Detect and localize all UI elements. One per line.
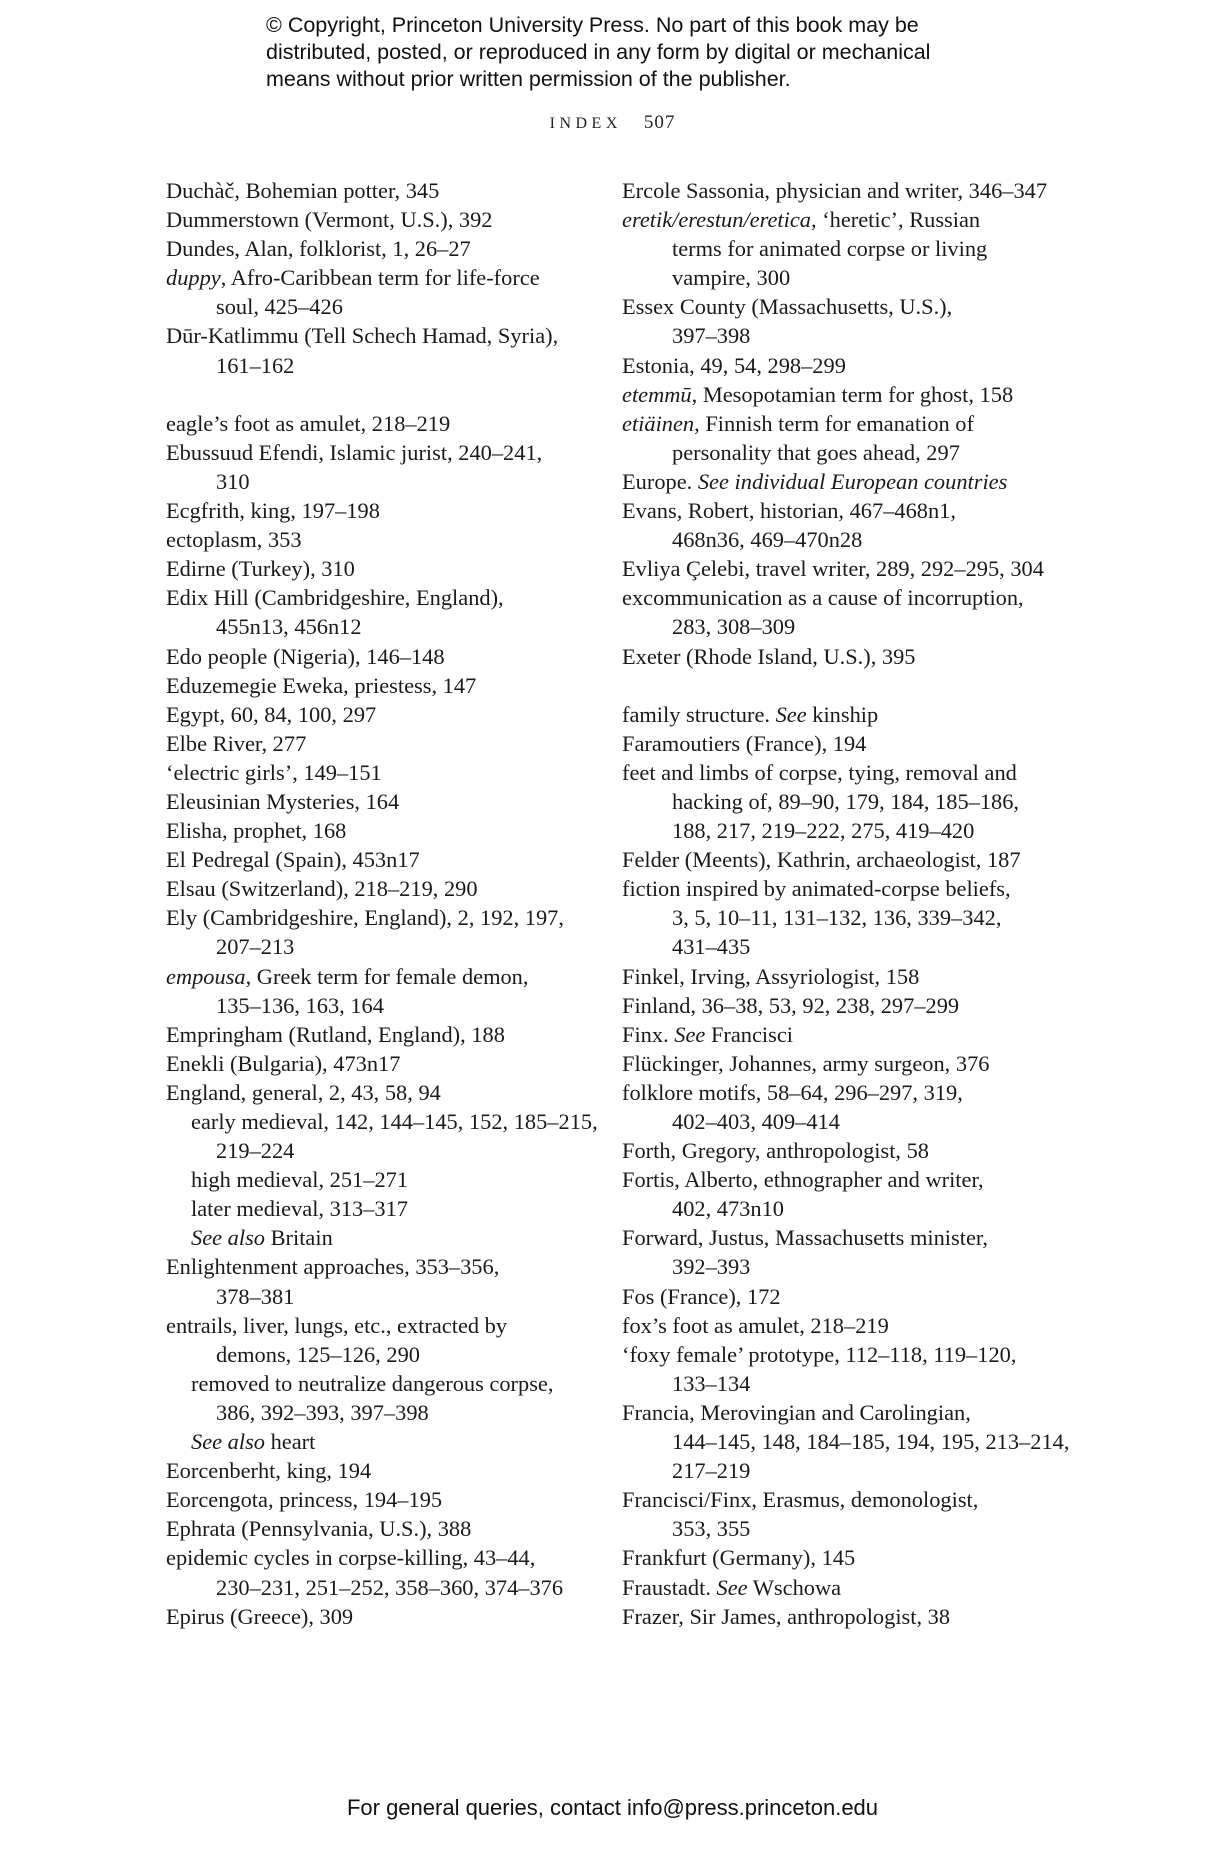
index-subentry bbox=[166, 1427, 611, 1456]
index-entry-text: 188, 217, 219–222, 275, 419–420 bbox=[672, 818, 975, 844]
index-entry-text: Francisci bbox=[705, 1021, 794, 1047]
index-entry bbox=[622, 729, 1072, 758]
index-entry bbox=[166, 874, 611, 903]
index-entry-text: Eorcengota, princess, 194–195 bbox=[166, 1487, 443, 1513]
index-entry-italic: See also bbox=[191, 1429, 265, 1455]
index-entry bbox=[166, 903, 611, 961]
index-entry-text: terms for animated corpse or living bbox=[672, 236, 988, 262]
index-entry-text: fox’s foot as amulet, 218–219 bbox=[622, 1312, 889, 1338]
index-entry bbox=[166, 1456, 611, 1485]
index-entry-text: folklore motifs, 58–64, 296–297, 319, bbox=[622, 1079, 963, 1105]
index-entry-text: Elsau (Switzerland), 218–219, 290 bbox=[166, 876, 478, 902]
index-entry-text: Exeter (Rhode Island, U.S.), 395 bbox=[622, 643, 916, 669]
index-entry-text: Ebussuud Efendi, Islamic jurist, 240–241, bbox=[166, 439, 543, 465]
index-entry bbox=[622, 1311, 1072, 1340]
index-entry-text: fiction inspired by animated-corpse beliefs, bbox=[622, 876, 1011, 902]
index-entry-text: 283, 308–309 bbox=[672, 614, 796, 640]
copyright-line: distributed, posted, or reproduced in any form by digital or mechanical bbox=[266, 40, 931, 64]
letter-group-gap bbox=[622, 671, 1072, 700]
index-entry-text: Dūr-Katlimmu (Tell Schech Hamad, Syria), bbox=[166, 323, 559, 349]
index-entry bbox=[166, 205, 611, 234]
index-entry-text: ‘electric girls’, 149–151 bbox=[166, 759, 382, 785]
index-entry-text: 135–136, 163, 164 bbox=[216, 992, 384, 1018]
index-entry-text: 133–134 bbox=[672, 1370, 751, 1396]
index-entry-text: soul, 425–426 bbox=[216, 294, 343, 320]
index-entry-italic: etemmū bbox=[622, 381, 692, 407]
index-entry-text: Finx. bbox=[622, 1021, 675, 1047]
index-entry bbox=[622, 1049, 1072, 1078]
index-entry-text: Enlightenment approaches, 353–356, bbox=[166, 1254, 500, 1280]
index-entry-text: Essex County (Massachusetts, U.S.), bbox=[622, 294, 953, 320]
index-entry-text: El Pedregal (Spain), 453n17 bbox=[166, 847, 420, 873]
index-entry-text: 386, 392–393, 397–398 bbox=[216, 1399, 429, 1425]
index-entry-italic: eretik/erestun/eretica bbox=[622, 207, 811, 233]
copyright-line: means without prior written permission of the publisher. bbox=[266, 67, 791, 91]
index-entry-text: 397–398 bbox=[672, 323, 751, 349]
index-entry-text: Empringham (Rutland, England), 188 bbox=[166, 1021, 505, 1047]
index-entry-text: kinship bbox=[806, 701, 879, 727]
index-entry bbox=[622, 1136, 1072, 1165]
index-entry bbox=[622, 1340, 1072, 1398]
index-entry-italic: etiäinen bbox=[622, 410, 695, 436]
running-head bbox=[0, 112, 1225, 134]
index-entry-text: Finland, 36–38, 53, 92, 238, 297–299 bbox=[622, 992, 960, 1018]
index-entry bbox=[622, 991, 1072, 1020]
index-entry bbox=[166, 321, 611, 379]
index-entry-text: Finkel, Irving, Assyriologist, 158 bbox=[622, 963, 920, 989]
index-entry-text: Eorcenberht, king, 194 bbox=[166, 1458, 372, 1484]
index-entry-text: heart bbox=[265, 1429, 316, 1455]
index-entry-text: excommunication as a cause of incorruption, bbox=[622, 585, 1024, 611]
index-entry-text: 219–224 bbox=[216, 1138, 295, 1164]
index-entry-text: 468n36, 469–470n28 bbox=[672, 527, 863, 553]
index-entry-italic: empousa bbox=[166, 963, 246, 989]
index-entry-text: Fraustadt. bbox=[622, 1574, 717, 1600]
index-entry-text: Ephrata (Pennsylvania, U.S.), 388 bbox=[166, 1516, 472, 1542]
index-entry bbox=[166, 1485, 611, 1514]
index-entry-text: , Finnish term for emanation of bbox=[694, 410, 974, 436]
index-entry-text: Forth, Gregory, anthropologist, 58 bbox=[622, 1138, 930, 1164]
index-entry bbox=[166, 642, 611, 671]
index-entry-text: Duchàč, Bohemian potter, 345 bbox=[166, 178, 440, 203]
index-entry-text: personality that goes ahead, 297 bbox=[672, 439, 960, 465]
index-entry bbox=[166, 1514, 611, 1543]
index-entry bbox=[622, 758, 1072, 845]
index-entry-text: epidemic cycles in corpse-killing, 43–44, bbox=[166, 1545, 536, 1571]
index-entry-italic: See bbox=[775, 701, 807, 727]
index-entry bbox=[622, 1602, 1072, 1631]
running-head-title: INDEX bbox=[549, 115, 622, 132]
index-entry bbox=[622, 1282, 1072, 1311]
index-entry bbox=[166, 1049, 611, 1078]
index-entry-text: , Mesopotamian term for ghost, 158 bbox=[691, 381, 1014, 407]
index-entry bbox=[166, 438, 611, 496]
index-entry bbox=[166, 816, 611, 845]
index-subentry bbox=[166, 1369, 611, 1427]
index-entry bbox=[166, 671, 611, 700]
index-entry-text: early medieval, 142, 144–145, 152, 185–215, bbox=[191, 1109, 598, 1134]
index-entry-text: vampire, 300 bbox=[672, 265, 791, 291]
index-entry-text: ‘foxy female’ prototype, 112–118, 119–120, bbox=[622, 1341, 1017, 1367]
index-entry-text: Edirne (Turkey), 310 bbox=[166, 556, 355, 582]
index-entry bbox=[166, 1311, 611, 1369]
index-entry bbox=[622, 1078, 1072, 1136]
index-entry-text: Forward, Justus, Massachusetts minister, bbox=[622, 1225, 989, 1251]
index-entry-text: 392–393 bbox=[672, 1254, 751, 1280]
index-column-right bbox=[622, 176, 1072, 1631]
index-entry bbox=[166, 234, 611, 263]
index-entry-text: hacking of, 89–90, 179, 184, 185–186, bbox=[672, 788, 1020, 814]
index-entry-italic: See bbox=[716, 1574, 748, 1600]
index-entry-text: Dummerstown (Vermont, U.S.), 392 bbox=[166, 207, 493, 233]
index-entry-text: Ecgfrith, king, 197–198 bbox=[166, 498, 380, 524]
page-number: 507 bbox=[643, 112, 676, 133]
index-entry-text: 217–219 bbox=[672, 1458, 751, 1484]
index-entry bbox=[622, 962, 1072, 991]
index-subentry bbox=[166, 1165, 611, 1194]
index-entry-text: Elisha, prophet, 168 bbox=[166, 818, 347, 844]
index-entry bbox=[622, 467, 1072, 496]
index-entry-text: Frankfurt (Germany), 145 bbox=[622, 1545, 856, 1571]
index-entry bbox=[166, 962, 611, 1020]
index-entry-text: later medieval, 313–317 bbox=[191, 1196, 408, 1222]
index-entry bbox=[622, 1020, 1072, 1049]
index-entry bbox=[622, 1485, 1072, 1543]
index-entry bbox=[166, 263, 611, 321]
index-entry bbox=[622, 380, 1072, 409]
index-entry-italic: See bbox=[674, 1021, 706, 1047]
index-entry-text: Wschowa bbox=[747, 1574, 842, 1600]
index-entry bbox=[166, 1020, 611, 1049]
index-entry bbox=[622, 700, 1072, 729]
index-entry bbox=[622, 409, 1072, 467]
index-entry bbox=[166, 525, 611, 554]
index-entry-text: eagle’s foot as amulet, 218–219 bbox=[166, 410, 451, 436]
index-entry-text: high medieval, 251–271 bbox=[191, 1167, 409, 1193]
index-column-left bbox=[166, 176, 611, 1631]
index-entry bbox=[622, 583, 1072, 641]
index-entry bbox=[166, 176, 611, 205]
index-entry bbox=[622, 845, 1072, 874]
index-entry-text: 402–403, 409–414 bbox=[672, 1109, 840, 1134]
index-entry-text: Eduzemegie Eweka, priestess, 147 bbox=[166, 672, 477, 698]
index-entry bbox=[622, 1398, 1072, 1485]
index-entry-text: Felder (Meents), Kathrin, archaeologist, 187 bbox=[622, 847, 1021, 873]
index-entry bbox=[166, 1252, 611, 1310]
index-entry-text: 144–145, 148, 184–185, 194, 195, 213–214, bbox=[672, 1429, 1070, 1455]
index-entry-text: 207–213 bbox=[216, 934, 295, 960]
index-entry-italic: duppy bbox=[166, 265, 221, 291]
copyright-notice bbox=[266, 12, 1026, 93]
index-entry-text: 3, 5, 10–11, 131–132, 136, 339–342, bbox=[672, 905, 1002, 931]
index-entry bbox=[622, 496, 1072, 554]
index-entry-text: 455n13, 456n12 bbox=[216, 614, 362, 640]
footer-contact: For general queries, contact info@press.princeton.edu bbox=[346, 1795, 879, 1820]
index-entry bbox=[166, 409, 611, 438]
index-entry-text: Britain bbox=[265, 1225, 333, 1251]
index-entry bbox=[166, 1543, 611, 1601]
index-entry bbox=[166, 554, 611, 583]
index-entry bbox=[166, 758, 611, 787]
index-entry bbox=[622, 1165, 1072, 1223]
index-entry-text: 310 bbox=[216, 468, 250, 494]
index-entry-text: Frazer, Sir James, anthropologist, 38 bbox=[622, 1603, 951, 1629]
index-subentry bbox=[166, 1107, 611, 1165]
index-entry-text: Eleusinian Mysteries, 164 bbox=[166, 788, 400, 814]
index-entry bbox=[166, 1078, 611, 1107]
index-entry-text: Enekli (Bulgaria), 473n17 bbox=[166, 1050, 401, 1076]
index-subentry bbox=[166, 1223, 611, 1252]
index-entry-text: entrails, liver, lungs, etc., extracted by bbox=[166, 1312, 508, 1338]
index-entry-text: ectoplasm, 353 bbox=[166, 527, 302, 553]
index-entry bbox=[166, 1602, 611, 1631]
index-entry-text: demons, 125–126, 290 bbox=[216, 1341, 420, 1367]
index-entry-text: Edix Hill (Cambridgeshire, England), bbox=[166, 585, 504, 611]
index-entry bbox=[166, 729, 611, 758]
copyright-line: © Copyright, Princeton University Press. No part of this book may be bbox=[266, 13, 919, 37]
index-entry bbox=[622, 292, 1072, 350]
index-entry-italic: See individual European countries bbox=[697, 468, 1008, 494]
index-entry bbox=[166, 787, 611, 816]
index-entry-text: 161–162 bbox=[216, 352, 295, 378]
index-entry-text: feet and limbs of corpse, tying, removal and bbox=[622, 759, 1017, 785]
index-entry-italic: See also bbox=[191, 1225, 265, 1251]
index-entry-text: 402, 473n10 bbox=[672, 1196, 784, 1222]
index-entry-text: , Greek term for female demon, bbox=[245, 963, 529, 989]
index-entry bbox=[166, 496, 611, 525]
index-entry-text: 378–381 bbox=[216, 1283, 295, 1309]
index-entry bbox=[622, 205, 1072, 292]
index-entry-text: Ercole Sassonia, physician and writer, 346–347 bbox=[622, 178, 1048, 203]
index-entry-text: , ‘heretic’, Russian bbox=[811, 207, 981, 233]
index-entry bbox=[622, 642, 1072, 671]
letter-group-gap bbox=[166, 380, 611, 409]
index-entry-text: Francisci/Finx, Erasmus, demonologist, bbox=[622, 1487, 979, 1513]
index-entry bbox=[166, 700, 611, 729]
index-entry bbox=[166, 583, 611, 641]
index-subentry bbox=[166, 1194, 611, 1223]
index-entry-text: family structure. bbox=[622, 701, 776, 727]
index-entry-text: 431–435 bbox=[672, 934, 751, 960]
index-entry-text: England, general, 2, 43, 58, 94 bbox=[166, 1079, 441, 1105]
index-entry bbox=[166, 845, 611, 874]
index-entry-text: Evans, Robert, historian, 467–468n1, bbox=[622, 498, 956, 524]
index-entry-text: Estonia, 49, 54, 298–299 bbox=[622, 352, 846, 378]
index-entry bbox=[622, 176, 1072, 205]
index-entry-text: Evliya Çelebi, travel writer, 289, 292–295, 304 bbox=[622, 556, 1044, 582]
index-entry bbox=[622, 554, 1072, 583]
index-entry bbox=[622, 1223, 1072, 1281]
index-entry-text: removed to neutralize dangerous corpse, bbox=[191, 1370, 554, 1396]
index-entry bbox=[622, 1573, 1072, 1602]
index-entry-text: Fos (France), 172 bbox=[622, 1283, 781, 1309]
index-entry bbox=[622, 1543, 1072, 1572]
index-entry-text: Europe. bbox=[622, 468, 698, 494]
index-entry bbox=[622, 351, 1072, 380]
index-entry-text: , Afro-Caribbean term for life-force bbox=[220, 265, 540, 291]
index-entry bbox=[622, 874, 1072, 961]
index-entry-text: Elbe River, 277 bbox=[166, 730, 307, 756]
index-entry-text: Ely (Cambridgeshire, England), 2, 192, 197, bbox=[166, 905, 564, 931]
index-entry-text: Fortis, Alberto, ethnographer and writer, bbox=[622, 1167, 984, 1193]
index-entry-text: Edo people (Nigeria), 146–148 bbox=[166, 643, 445, 669]
index-entry-text: 353, 355 bbox=[672, 1516, 751, 1542]
index-entry-text: Egypt, 60, 84, 100, 297 bbox=[166, 701, 377, 727]
index-entry-text: Dundes, Alan, folklorist, 1, 26–27 bbox=[166, 236, 471, 262]
index-entry-text: Faramoutiers (France), 194 bbox=[622, 730, 867, 756]
index-entry-text: 230–231, 251–252, 358–360, 374–376 bbox=[216, 1574, 564, 1600]
index-entry-text: Flückinger, Johannes, army surgeon, 376 bbox=[622, 1050, 990, 1076]
index-entry-text: Epirus (Greece), 309 bbox=[166, 1603, 354, 1629]
index-entry-text: Francia, Merovingian and Carolingian, bbox=[622, 1399, 971, 1425]
